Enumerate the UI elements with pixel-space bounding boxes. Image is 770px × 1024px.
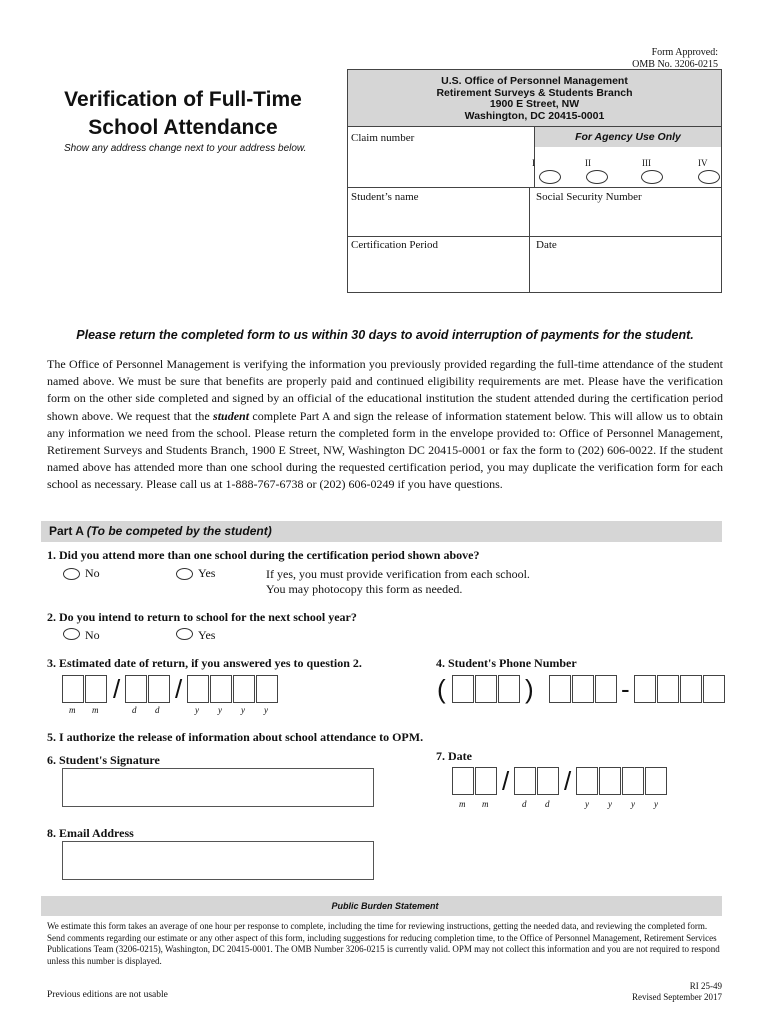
certification-period-label: Certification Period <box>351 239 439 251</box>
signature-field[interactable] <box>62 768 374 807</box>
phone-paren-open: ( <box>437 674 446 704</box>
previous-editions-note: Previous editions are not usable <box>47 990 168 1000</box>
row-divider-1 <box>348 187 721 188</box>
agency-oval-2[interactable] <box>586 170 608 184</box>
q3-month-digit-2[interactable] <box>85 675 107 703</box>
question-4: 4. Student's Phone Number <box>436 656 577 670</box>
phone-line-digit-4[interactable] <box>703 675 725 703</box>
q7-label-y3: y <box>631 799 635 809</box>
q7-slash-2: / <box>564 766 572 796</box>
phone-prefix-digit-2[interactable] <box>572 675 594 703</box>
agency-oval-4[interactable] <box>698 170 720 184</box>
form-approved-label: Form Approved: <box>651 47 718 58</box>
q7-label-m2: m <box>482 799 489 809</box>
q7-year-digit-2[interactable] <box>599 767 621 795</box>
phone-line-digit-2[interactable] <box>657 675 679 703</box>
question-3: 3. Estimated date of return, if you answered yes to question 2. <box>47 656 362 670</box>
part-a-header <box>41 521 722 542</box>
form-approval-note <box>632 47 718 71</box>
q7-label-y2: y <box>608 799 612 809</box>
ssn-label: Social Security Number <box>536 191 642 203</box>
agency-line-2: Retirement Surveys & Students Branch <box>436 86 633 99</box>
q2-yes-radio[interactable] <box>176 628 193 640</box>
phone-area-digit-1[interactable] <box>452 675 474 703</box>
q3-day-digit-2[interactable] <box>148 675 170 703</box>
q3-year-digit-2[interactable] <box>210 675 232 703</box>
agency-use-only-label: For Agency Use Only <box>535 127 721 147</box>
phone-dash: - <box>621 674 630 704</box>
question-6: 6. Student's Signature <box>47 753 160 767</box>
q1-no-radio[interactable] <box>63 568 80 580</box>
q7-label-y4: y <box>654 799 658 809</box>
q3-label-d2: d <box>155 705 160 715</box>
q1-note <box>266 567 530 597</box>
agency-line-4: Washington, DC 20415-0001 <box>464 109 605 122</box>
q3-year-digit-1[interactable] <box>187 675 209 703</box>
agency-oval-3[interactable] <box>641 170 663 184</box>
form-number: RI 25-49 <box>689 981 722 991</box>
phone-prefix-digit-1[interactable] <box>549 675 571 703</box>
column-divider <box>529 187 530 293</box>
burden-text: We estimate this form takes an average of one hour per response to complete, including the time for reviewing instructions, getting the needed data, and reviewing the completed form. Send comments regarding our estimate or any other aspect of this form, including suggestions for reducing completion time, to the Office of Personnel Management, Retirement Services Publications Team (3206-0215), Washington, DC 20415-0001. The OMB Number 3206-0215 is currently valid. OPM may not collect this information and you are not required to respond unless this number is displayed. <box>47 921 720 966</box>
agency-info-box <box>347 69 722 293</box>
q3-label-y2: y <box>218 705 222 715</box>
email-field[interactable] <box>62 841 374 880</box>
q2-no-radio[interactable] <box>63 628 80 640</box>
q1-note-line-1: If yes, you must provide verification from each school. <box>266 567 530 581</box>
phone-prefix-digit-3[interactable] <box>595 675 617 703</box>
question-2: 2. Do you intend to return to school for the next school year? <box>47 610 357 624</box>
q3-slash-2: / <box>175 674 183 704</box>
question-1: 1. Did you attend more than one school during the certification period shown above? <box>47 548 480 562</box>
page-title <box>48 86 318 142</box>
question-5: 5. I authorize the release of information about school attendance to OPM. <box>47 730 424 744</box>
q2-no-label: No <box>85 628 100 642</box>
phone-area-digit-3[interactable] <box>498 675 520 703</box>
intro-paragraph <box>47 356 723 494</box>
q3-label-y4: y <box>264 705 268 715</box>
q1-yes-label: Yes <box>198 566 216 580</box>
q3-label-m2: m <box>92 705 99 715</box>
phone-line-digit-1[interactable] <box>634 675 656 703</box>
q1-yes-radio[interactable] <box>176 568 193 580</box>
student-name-label: Student’s name <box>351 191 419 203</box>
intro-text-2: complete Part A and sign the release of information statement below. This will allow us to obtain any information we need from the school. Please return the completed form in the envelope provided to: Office of Personnel Management, Retirement Surveys and Students Branch, 1900 E Street, NW, Washington DC 20415-0001 or fax the form to (202) 606-0022. If the student named above has attended more than one school during the requested certification period, you may duplicate the verification form for each school as necessary. Please call us at 1-888-767-6738 or (202) 606-0249 if you have questions. <box>47 408 723 492</box>
roman-label-1: I <box>532 158 535 168</box>
q7-slash-1: / <box>502 766 510 796</box>
phone-area-digit-2[interactable] <box>475 675 497 703</box>
roman-label-4: IV <box>698 158 708 168</box>
roman-label-2: II <box>585 158 591 168</box>
q3-label-y1: y <box>195 705 199 715</box>
agency-line-3: 1900 E Street, NW <box>489 98 580 110</box>
q2-yes-label: Yes <box>198 628 216 642</box>
q3-month-digit-1[interactable] <box>62 675 84 703</box>
q7-year-digit-3[interactable] <box>622 767 644 795</box>
intro-emphasis: student <box>213 408 250 423</box>
omb-number: OMB No. 3206-0215 <box>632 59 718 70</box>
phone-line-digit-3[interactable] <box>680 675 702 703</box>
address-change-note: Show any address change next to your address below. <box>64 143 307 154</box>
row-divider-2 <box>348 236 721 237</box>
q7-label-m1: m <box>459 799 466 809</box>
title-line-2: School Attendance <box>88 116 278 139</box>
q7-year-digit-1[interactable] <box>576 767 598 795</box>
q7-month-digit-1[interactable] <box>452 767 474 795</box>
return-deadline-note: Please return the completed form to us within 30 days to avoid interruption of payments for the student. <box>76 328 694 342</box>
agency-oval-1[interactable] <box>539 170 561 184</box>
q3-day-digit-1[interactable] <box>125 675 147 703</box>
part-a-subtitle: (To be competed by the student) <box>86 524 272 538</box>
question-8: 8. Email Address <box>47 826 134 840</box>
q7-year-digit-4[interactable] <box>645 767 667 795</box>
intro-text-1: The Office of Personnel Management is verifying the information you previously provided regarding the full-time attendance of the student named above. We must be sure that benefits are properly paid and continued eligibility requirements are met. Please have the verification form on the other side completed and signed by an official of the educational institution the student attended during the certification period shown above. We request that the <box>47 357 723 423</box>
q7-label-d2: d <box>545 799 550 809</box>
q1-note-line-2: You may photocopy this form as needed. <box>266 582 463 596</box>
agency-divider <box>534 127 535 187</box>
part-a-label: Part A <box>49 524 84 538</box>
q7-day-digit-2[interactable] <box>537 767 559 795</box>
q1-no-label: No <box>85 566 100 580</box>
revision-date: Revised September 2017 <box>632 992 722 1002</box>
title-line-1: Verification of Full-Time <box>64 88 302 111</box>
q7-label-d1: d <box>522 799 527 809</box>
agency-address-header <box>348 70 721 127</box>
roman-label-3: III <box>642 158 651 168</box>
date-label: Date <box>536 239 557 251</box>
claim-number-label: Claim number <box>351 132 415 144</box>
q7-day-digit-1[interactable] <box>514 767 536 795</box>
q3-label-d1: d <box>132 705 137 715</box>
q3-label-m1: m <box>69 705 76 715</box>
q3-label-y3: y <box>241 705 245 715</box>
burden-title: Public Burden Statement <box>331 901 439 911</box>
q3-year-digit-4[interactable] <box>256 675 278 703</box>
agency-line-1: U.S. Office of Personnel Management <box>441 75 628 87</box>
q7-month-digit-2[interactable] <box>475 767 497 795</box>
question-7: 7. Date <box>436 749 472 763</box>
q7-label-y1: y <box>585 799 589 809</box>
form-revision <box>632 981 722 1003</box>
phone-paren-close: ) <box>525 674 534 704</box>
q3-year-digit-3[interactable] <box>233 675 255 703</box>
q3-slash-1: / <box>113 674 121 704</box>
